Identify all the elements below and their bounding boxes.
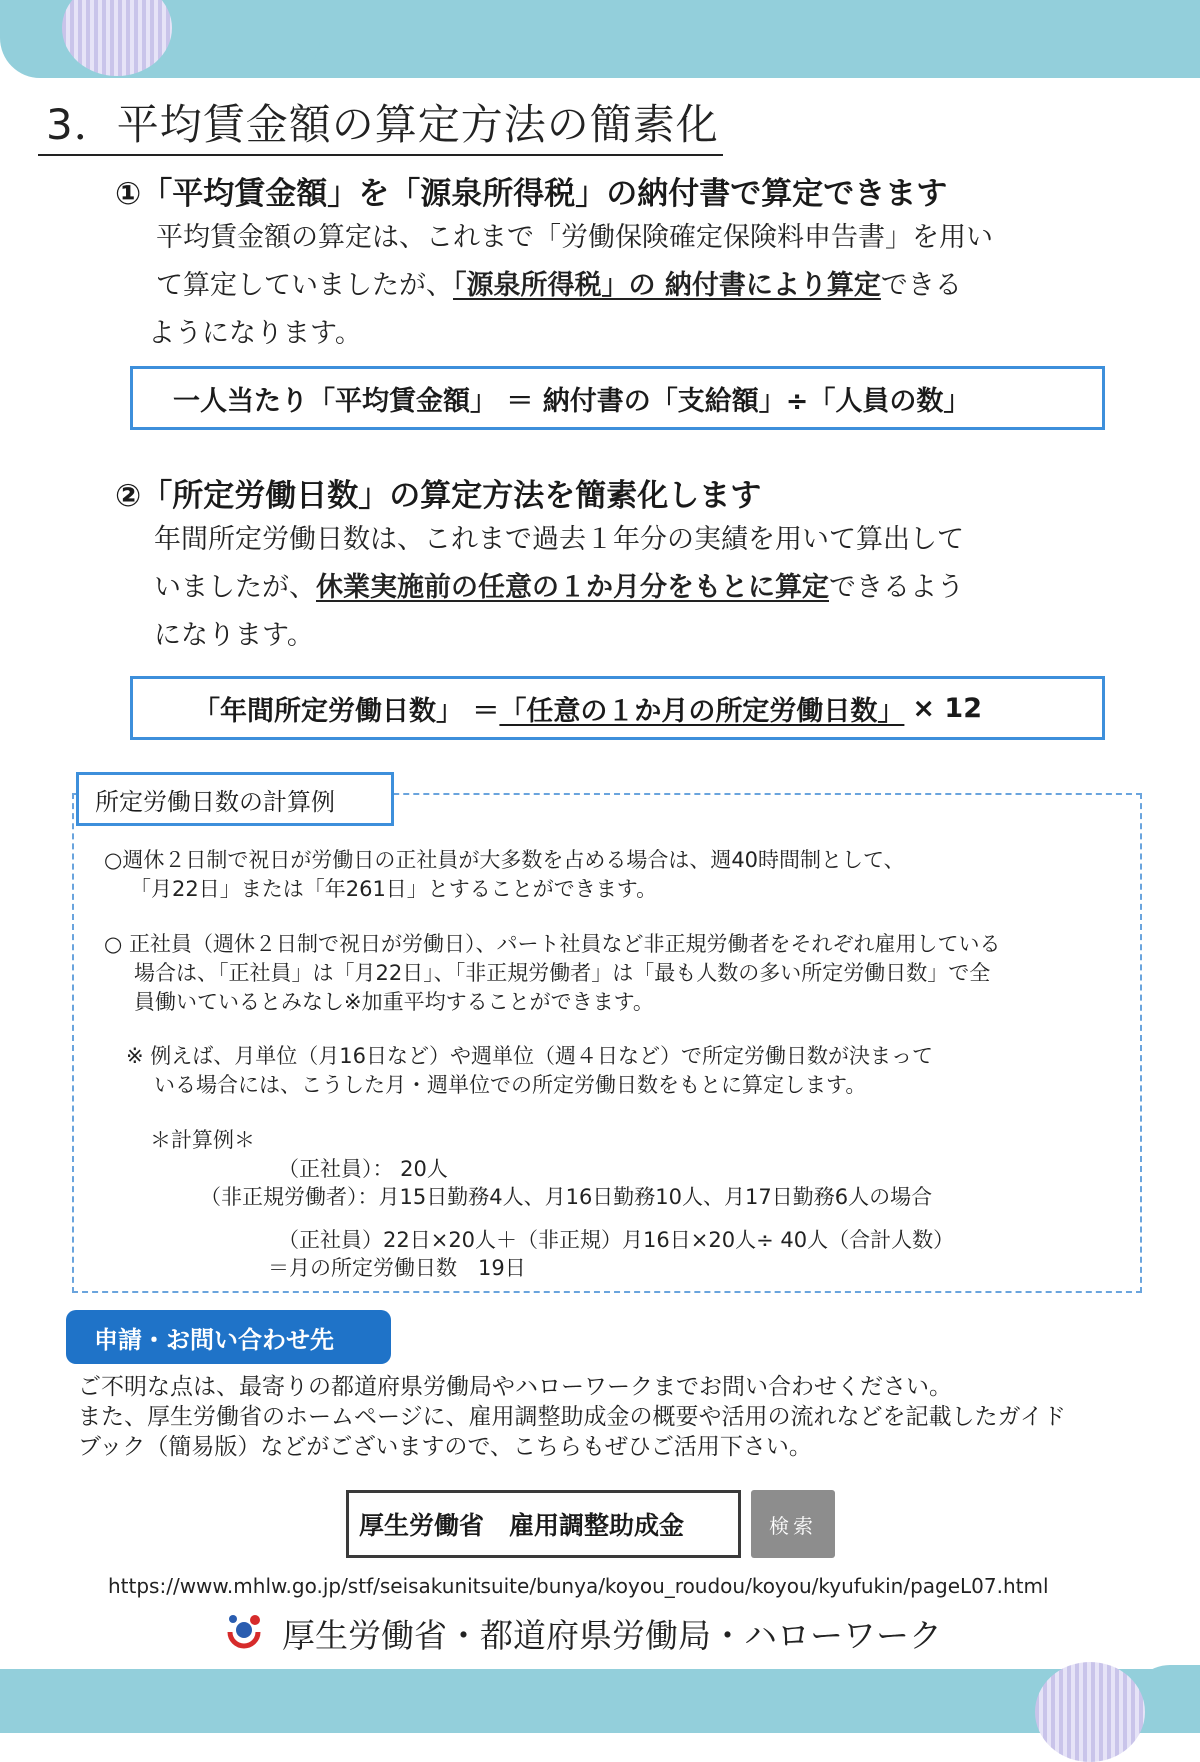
section2-line2-post: できるよう <box>829 572 964 603</box>
section1-heading: ①「平均賃金額」を「源泉所得税」の納付書で算定できます <box>115 176 948 212</box>
search-button[interactable]: 検索 <box>751 1490 835 1558</box>
section1-line2-pre: て算定していましたが、 <box>156 270 453 301</box>
section2-line2-emphasis: 休業実施前の任意の１か月分をもとに算定 <box>316 572 829 603</box>
mhlw-logo-icon <box>220 1610 268 1654</box>
section2-line2 <box>154 564 964 612</box>
bottom-striped-circle <box>1035 1662 1145 1762</box>
formula-1-text: 一人当たり「平均賃金額」 ＝ 納付書の「支給額」÷「人員の数」 <box>173 385 971 417</box>
section1-line2-post: できる <box>880 270 962 301</box>
formula-box-2 <box>130 676 1105 740</box>
example-tab-label: 所定労働日数の計算例 <box>95 787 335 816</box>
example-note-line2: いる場合には、こうした月・週単位での所定労働日数をもとに算定します。 <box>154 1073 867 1097</box>
section2-heading: ②「所定労働日数」の算定方法を簡素化します <box>115 478 762 514</box>
example-bullet1-line1: ○週休２日制で祝日が労働日の正社員が大多数を占める場合は、週40時間制として、 <box>104 848 905 872</box>
contact-tab-label: 申請・お問い合わせ先 <box>94 1325 334 1354</box>
contact-tab <box>66 1310 391 1364</box>
section1-line2 <box>156 262 962 310</box>
contact-line3: ブック（簡易版）などがございますので、こちらもぜひご活用下さい。 <box>78 1434 812 1460</box>
reference-url[interactable]: https://www.mhlw.go.jp/stf/seisakunitsuite/bunya/koyou_roudou/koyou/kyufukin/pageL07.html <box>108 1574 1049 1598</box>
page-title: 3．平均賃金額の算定方法の簡素化 <box>38 92 723 156</box>
example-bullet2-line3: 員働いているとみなし※加重平均することができます。 <box>134 990 654 1014</box>
formula-box-1 <box>130 366 1105 430</box>
calc-title: ＊計算例＊ <box>150 1128 255 1152</box>
section2-line1: 年間所定労働日数は、これまで過去１年分の実績を用いて算出して <box>154 524 964 555</box>
formula-2-post: × 12 <box>912 692 983 724</box>
search-query: 厚生労働省 雇用調整助成金 <box>359 1511 685 1540</box>
example-bullet1-line2: 「月22日」または「年261日」とすることができます。 <box>130 877 658 901</box>
bottom-decorative-band <box>0 1669 1200 1733</box>
example-bullet2-line1: ○ 正社員（週休２日制で祝日が労働日）、パート社員など非正規労働者をそれぞれ雇用している <box>104 932 1001 956</box>
section2-line2-pre: いましたが、 <box>154 572 316 603</box>
calc-line3: （正社員）22日×20人＋（非正規）月16日×20人÷ 40人（合計人数） <box>278 1228 955 1252</box>
footer-organization: 厚生労働省・都道府県労働局・ハローワーク <box>282 1616 942 1655</box>
calc-line4: ＝月の所定労働日数 19日 <box>268 1256 526 1280</box>
calc-line1: （正社員）： 20人 <box>278 1157 448 1181</box>
calc-line2: （非正規労働者）：月15日勤務4人、月16日勤務10人、月17日勤務6人の場合 <box>200 1185 933 1209</box>
section1-line2-emphasis: 「源泉所得税」の 納付書により算定 <box>453 270 881 301</box>
section1-line3: ようになります。 <box>148 318 362 349</box>
contact-line2: また、厚生労働省のホームページに、雇用調整助成金の概要や活用の流れなどを記載したガイド <box>78 1404 1066 1430</box>
contact-line1: ご不明な点は、最寄りの都道府県労働局やハローワークまでお問い合わせください。 <box>78 1374 952 1400</box>
formula-2-pre: 「年間所定労働日数」 ＝ <box>193 695 500 727</box>
contact-text <box>78 1372 1066 1462</box>
search-input[interactable] <box>346 1490 741 1558</box>
example-tab <box>76 772 394 826</box>
example-bullet2-line2: 場合は、「正社員」は「月22日」、「非正規労働者」は「最も人数の多い所定労働日数」で全 <box>134 961 991 985</box>
example-note-line1: ※ 例えば、月単位（月16日など）や週単位（週４日など）で所定労働日数が決まって <box>126 1044 933 1068</box>
section1-line1: 平均賃金額の算定は、これまで「労働保険確定保険料申告書」を用い <box>156 222 993 253</box>
formula-2-emphasis: 「任意の１か月の所定労働日数」 <box>499 695 905 727</box>
section2-line3: になります。 <box>154 620 314 651</box>
